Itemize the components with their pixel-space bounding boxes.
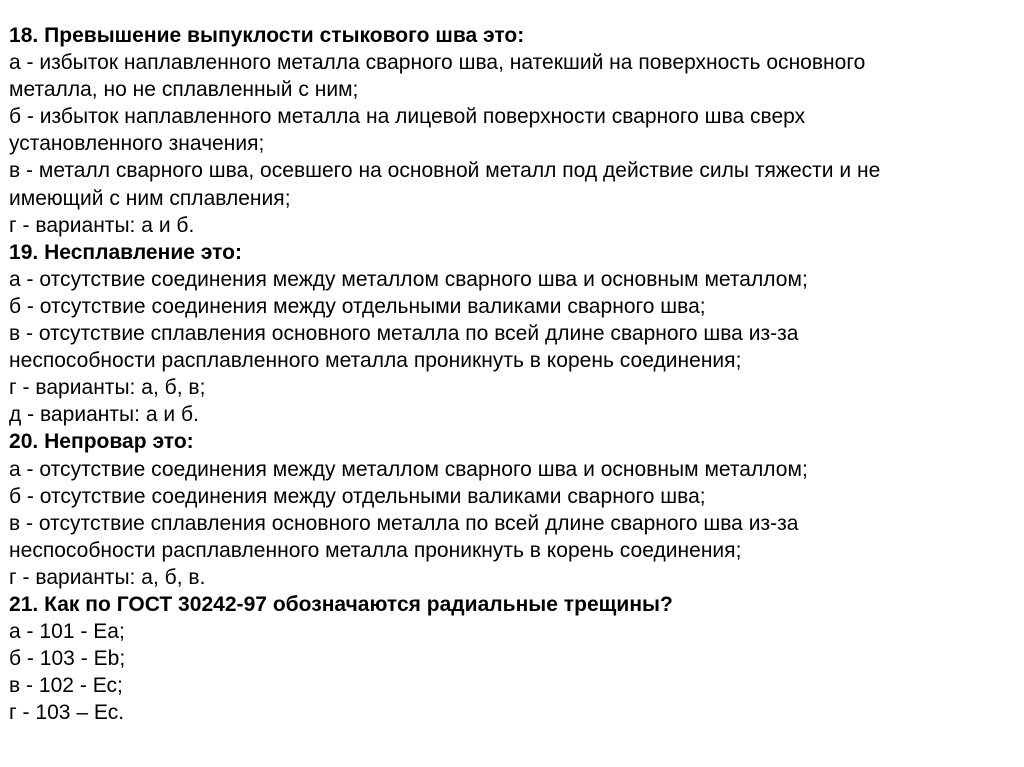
answer-line: а - избыток наплавленного металла сварного шва, натекший на поверхность основного <box>9 51 866 75</box>
answer-line: в - отсутствие сплавления основного металла по всей длине сварного шва из-за <box>9 511 799 535</box>
answer-line: г - варианты: а, б, в; <box>9 376 206 400</box>
question-title: 18. Превышение выпуклости стыкового шва это: <box>9 24 525 47</box>
answer-line: б - отсутствие соединения между отдельными валиками сварного шва; <box>9 294 706 318</box>
answer-line: д - варианты: а и б. <box>9 403 199 427</box>
question-21 <box>9 591 1014 726</box>
answer-line: неспособности расплавленного металла проникнуть в корень соединения; <box>9 349 742 373</box>
answer-line: в - металл сварного шва, осевшего на основной металл под действие силы тяжести и не <box>9 159 881 183</box>
question-title: 20. Непровар это: <box>9 430 194 454</box>
answer-line: г - варианты: а и б. <box>9 213 195 237</box>
question-title: 19. Несплавление это: <box>9 240 243 264</box>
question-19 <box>9 239 1014 429</box>
answer-line: а - отсутствие соединения между металлом сварного шва и основным металлом; <box>9 457 808 481</box>
answer-line: г - 103 – Ес. <box>9 701 125 725</box>
answer-line: б - отсутствие соединения между отдельными валиками сварного шва; <box>9 484 706 508</box>
answer-line: имеющий с ним сплавления; <box>9 186 291 210</box>
answer-line: б - избыток наплавленного металла на лицевой поверхности сварного шва сверх <box>9 105 806 129</box>
answer-line: б - 103 - Еb; <box>9 647 126 671</box>
question-20 <box>9 428 1014 591</box>
answer-line: г - варианты: а, б, в. <box>9 565 206 589</box>
question-18 <box>9 22 1014 239</box>
answer-line: металла, но не сплавленный с ним; <box>9 78 359 102</box>
answer-line: в - 102 - Ес; <box>9 674 123 698</box>
answer-line: а - 101 - Еа; <box>9 620 125 644</box>
answer-line: в - отсутствие сплавления основного металла по всей длине сварного шва из-за <box>9 322 799 346</box>
question-title: 21. Как по ГОСТ 30242-97 обозначаются радиальные трещины? <box>9 592 673 616</box>
answer-line: установленного значения; <box>9 132 265 156</box>
answer-line: а - отсутствие соединения между металлом сварного шва и основным металлом; <box>9 267 808 291</box>
answer-line: неспособности расплавленного металла проникнуть в корень соединения; <box>9 538 742 562</box>
document-page <box>9 22 1014 726</box>
